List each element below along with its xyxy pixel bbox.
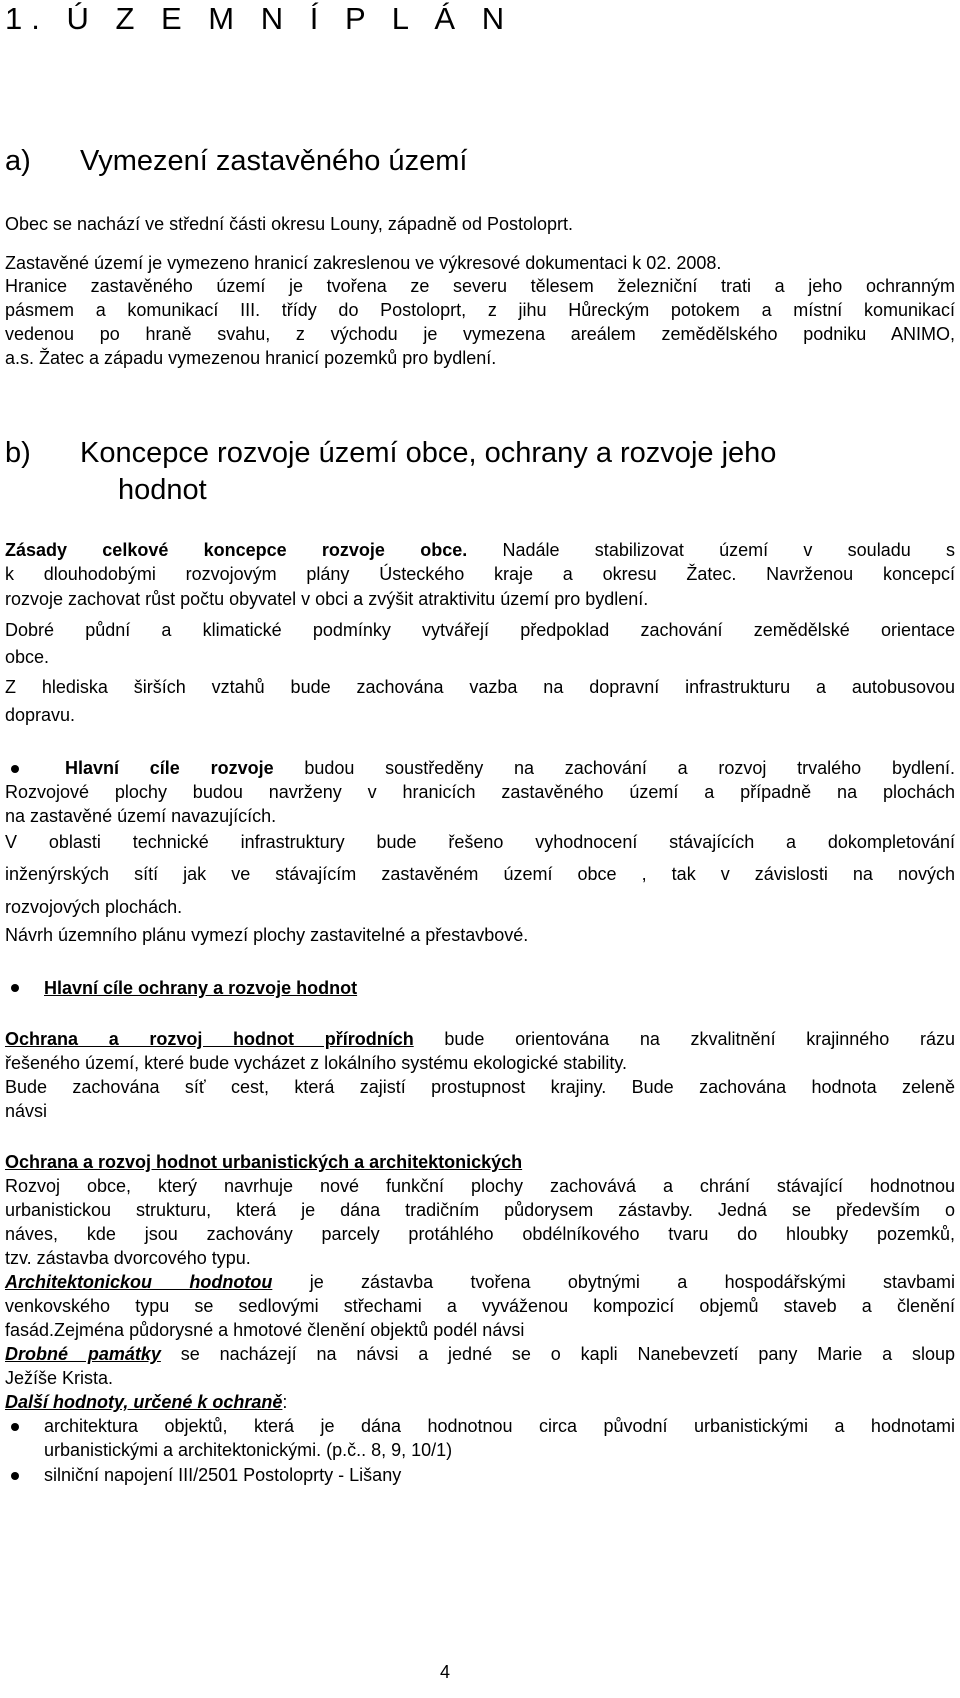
nature-heading: Ochrana a rozvoj hodnot přírodních [5,1029,414,1049]
section-a-title: Vymezení zastavěného území [80,145,468,177]
concept-paragraph-line-2: k dlouhodobými rozvojovým plány Ústeckého kraje a okresu Žatec. Navrženou koncepcí [5,564,955,584]
list-item-1-line-1: architektura objektů, která je dána hodnotnou circa původní urbanistickými a hodnotami [44,1416,955,1436]
monuments-heading: Drobné památky [5,1344,161,1364]
urban-line-2: urbanistickou strukturu, která je dána tradičním půdorysem zástavby. Jedná se především o [5,1200,955,1220]
concept-heading: Zásady celkové koncepce rozvoje obce. [5,540,468,560]
list-item-2: silniční napojení III/2501 Postoloprty - Lišany [44,1465,402,1485]
goals-development-heading: Hlavní cíle rozvoje [65,758,274,778]
section-a-line-4: pásmem a komunikací III. třídy do Postoloprt, z jihu Hůreckým potokem a místní komunikací [5,300,955,320]
nature-line-4: návsi [5,1101,48,1121]
concept-paragraph-line-3: rozvoje zachovat růst počtu obyvatel v obci a zvýšit atraktivitu území pro bydlení. [5,589,649,609]
architecture-line-1: Architektonickou hodnotou je zástavba tvořena obytnými a hospodářskými stavbami [5,1272,956,1292]
goals-development-line-1: Hlavní cíle rozvoje budou soustředěny na zachování a rozvoj trvalého bydlení. [65,758,955,778]
architecture-heading: Architektonickou hodnotou [5,1272,273,1292]
agri-paragraph-line-2: obce. [5,647,50,667]
section-b-title-line-1: Koncepce rozvoje území obce, ochrany a rozvoje jeho [80,437,777,469]
urban-line-1: Rozvoj obce, který navrhuje nové funkční plochy zachovává a chrání stávající hodnotnou [5,1176,955,1196]
section-a-letter: a) [5,145,31,177]
concept-paragraph-line-1: Zásady celkové koncepce rozvoje obce. Nadále stabilizovat území v souladu s [5,540,955,560]
other-values-heading: Další hodnoty, určené k ochraně: [5,1392,288,1412]
section-a-line-5: vedenou po hraně svahu, z východu je vymezena areálem zemědělského podniku ANIMO, [5,324,955,344]
section-b-letter: b) [5,437,31,469]
goals-development-line-5: inženýrských sítí jak ve stávajícím zastavěném území obce , tak v závislosti na nových [5,864,955,884]
page-heading: 1. Ú Z E M N Í P L Á N [5,1,514,36]
urban-line-4: tzv. zástavba dvorcového typu. [5,1248,251,1268]
section-a-line-6: a.s. Žatec a západu vymezenou hranicí pozemků pro bydlení. [5,348,497,368]
architecture-line-3: fasád.Zejména půdorysné a hmotové členění objektů podél návsi [5,1320,525,1340]
transport-paragraph-line-1: Z hlediska širších vztahů bude zachována vazba na dopravní infrastrukturu a autobusovou [5,677,955,697]
bullet-icon [11,1472,19,1480]
urban-heading: Ochrana a rozvoj hodnot urbanistických a architektonických [5,1152,523,1172]
bullet-icon [11,984,19,992]
goals-development-line-6: rozvojových plochách. [5,897,183,917]
goals-development-line-7: Návrh územního plánu vymezí plochy zastavitelné a přestavbové. [5,925,529,945]
goals-development-line-3: na zastavěné území navazujících. [5,806,277,826]
list-item-1-line-2: urbanistickými a architektonickými. (p.č.. 8, 9, 10/1) [44,1440,453,1460]
section-b-title-line-2: hodnot [118,474,207,506]
goals-development-line-2: Rozvojové plochy budou navrženy v hranicích zastavěného území a případně na plochách [5,782,955,802]
agri-paragraph-line-1: Dobré půdní a klimatické podmínky vytvářejí předpoklad zachování zemědělské orientace [5,620,955,640]
architecture-line-2: venkovského typu se sedlovými střechami a vyváženou kompozicí objemů staveb a členění [5,1296,955,1316]
goals-development-line-4: V oblasti technické infrastruktury bude řešeno vyhodnocení stávajících a dokompletování [5,832,955,852]
section-a-line-1: Obec se nachází ve střední části okresu Louny, západně od Postoloprt. [5,214,574,234]
goals-protection-heading: Hlavní cíle ochrany a rozvoje hodnot [44,978,358,998]
section-a-line-2: Zastavěné území je vymezeno hranicí zakreslenou ve výkresové dokumentaci k 02. 2008. [5,253,722,273]
bullet-icon [11,765,19,773]
bullet-icon [11,1423,19,1431]
monuments-line-2: Ježíše Krista. [5,1368,114,1388]
page-number: 4 [440,1662,451,1682]
urban-line-3: náves, kde jsou zachovány parcely protáhlého obdélníkového tvaru do hloubky pozemků, [5,1224,955,1244]
nature-line-2: řešeného území, které bude vycházet z lokálního systému ekologické stability. [5,1053,627,1073]
transport-paragraph-line-2: dopravu. [5,705,76,725]
nature-line-3: Bude zachována síť cest, která zajistí prostupnost krajiny. Bude zachována hodnota zeleně [5,1077,955,1097]
section-a-line-3: Hranice zastavěného území je tvořena ze severu tělesem železniční trati a jeho ochranným [5,276,955,296]
nature-line-1: Ochrana a rozvoj hodnot přírodních bude orientována na zkvalitnění krajinného rázu [5,1029,955,1049]
monuments-line-1: Drobné památky se nacházejí na návsi a jedné se o kapli Nanebevzetí pany Marie a sloup [5,1344,955,1364]
